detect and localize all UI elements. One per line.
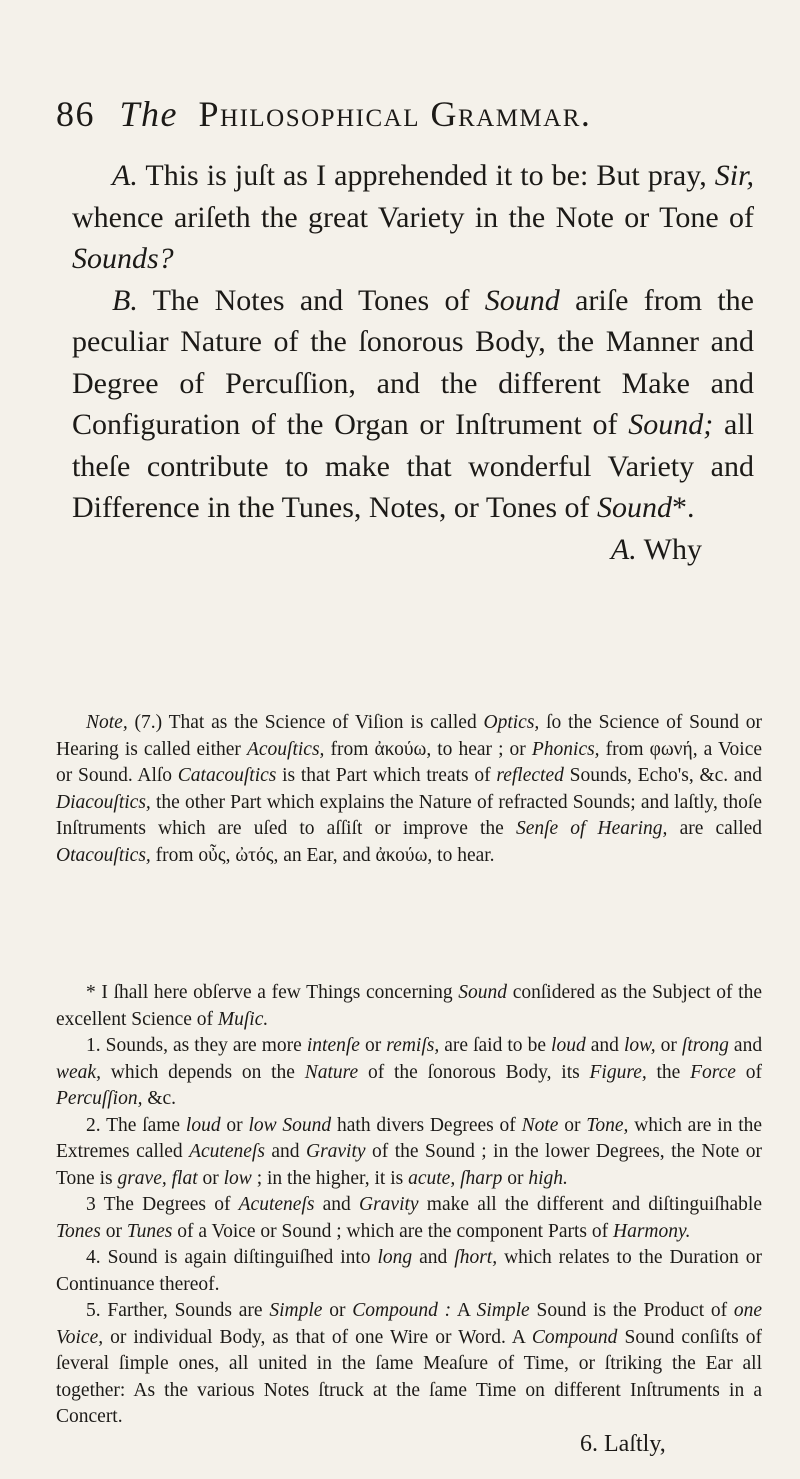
footnote-mark: *.: [672, 491, 695, 524]
dialogue-text: [72, 155, 754, 570]
page-number: 86: [56, 94, 95, 134]
note-label: Note,: [86, 712, 128, 733]
speaker-a-paragraph: A. This is juſt as I apprehended it to be: But pray, Sir, whence ariſeth the great Variety in the Note or Tone of Sounds?: [72, 159, 754, 275]
running-head: [56, 96, 746, 132]
footnotes-block: [56, 980, 762, 1431]
note-block: [56, 710, 762, 869]
footnote-item-1: 1. Sounds, as they are more intenſe or remiſs, are ſaid to be loud and low, or ſtrong and weak, which depends on the Nature of the ſonorous Body, its Figure, the Force of Percuſſion, &c.: [56, 1035, 763, 1109]
note-paragraph: Note, (7.) That as the Science of Viſion is called Optics, ſo the Science of Sound or Hearing is called either Acouſtics, from ἀκούω, to hear ; or Phonics, from φωνή, a Voice or Sound. Alſo Catacouſtics is that Part which treats of reflected Sounds, Echo's, &c. and Diacouſtics, the other Part which explains the Nature of refracted Sounds; and laſtly, thoſe Inſtruments which are uſed to aſſiſt or improve the Senſe of Hearing, are called Otacouſtics, from οὖς, ὠτός, an Ear, and ἀκούω, to hear.: [56, 712, 763, 866]
speaker-b-label: B.: [112, 283, 138, 317]
footnote-intro: * I ſhall here obſerve a few Things concerning Sound conſidered as the Subject of the excellent Science of Muſic.: [56, 982, 762, 1030]
speaker-b-paragraph: B. The Notes and Tones of Sound ariſe from the peculiar Nature of the ſonorous Body, the Manner and Degree of Percuſſion, and the different Make and Configuration of the Organ or Inſtrument of Sound; all theſe contribute to make that wonderful Variety and Difference in the Tunes, Notes, or Tones of Sound*.: [72, 283, 754, 524]
footnote-item-3: 3 The Degrees of Acuteneſs and Gravity make all the different and diſtinguiſhable Tones or Tunes of a Voice or Sound ; which are the component Parts of Harmony.: [56, 1194, 762, 1242]
catchline: A. Why: [610, 532, 702, 566]
footnote-item-5: 5. Farther, Sounds are Simple or Compound : A Simple Sound is the Product of one Voice, or individual Body, as that of one Wire or Word. A Compound Sound conſiſts of ſeveral ſimple ones, all united in the ſame Meaſure of Time, or ſtriking the Ear all together: As the various Notes ſtruck at the ſame Time on different Inſtruments in a Concert.: [56, 1300, 763, 1427]
footnote-item-2: 2. The ſame loud or low Sound hath divers Degrees of Note or Tone, which are in the Extremes called Acuteneſs and Gravity of the Sound ; in the lower Degrees, the Note or Tone is grave, flat or low ; in the higher, it is acute, ſharp or high.: [56, 1114, 763, 1189]
running-head-article: The: [119, 94, 178, 134]
speaker-a-label: A.: [112, 159, 138, 192]
footnote-item-4: 4. Sound is again diſtinguiſhed into long and ſhort, which relates to the Duration or Continuance thereof.: [56, 1247, 762, 1295]
catchword: 6. Laſtly,: [580, 1431, 666, 1457]
running-head-title: Philosophical Grammar.: [198, 94, 592, 134]
